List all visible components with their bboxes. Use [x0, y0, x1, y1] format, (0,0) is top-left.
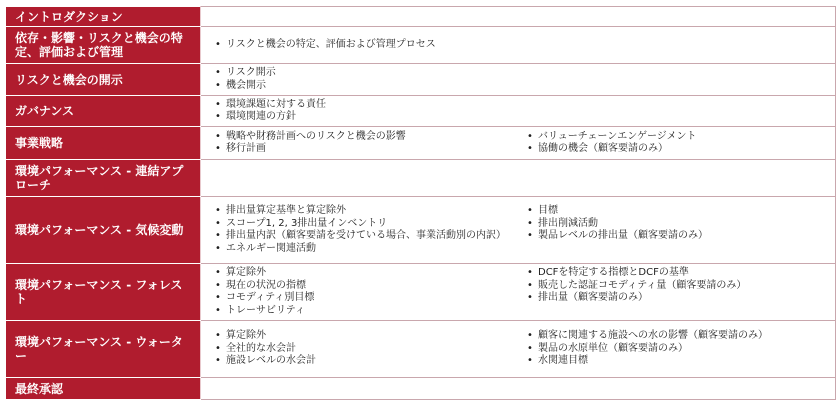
left-column [213, 67, 517, 92]
list-item: • 水関連目標 [538, 355, 829, 368]
list-item: • 施設レベルの水会計 [226, 355, 517, 368]
list-item: • 顧客に関連する施設への水の影響（顧客要請のみ） [538, 330, 829, 343]
left-column [213, 99, 517, 124]
right-column [517, 131, 829, 156]
list-item: • リスク開示 [226, 67, 517, 80]
list-item: • 排出量算定基準と算定除外 [226, 205, 517, 218]
row-heading: 環境パフォーマンス - 連結アプローチ [7, 160, 201, 197]
list-item: • エネルギー関連活動 [226, 243, 517, 256]
left-column [213, 131, 517, 156]
list-item: • 移行計画 [226, 143, 517, 156]
row-content [201, 160, 836, 197]
list-item: • 算定除外 [226, 330, 517, 343]
left-column [213, 267, 517, 317]
left-column [213, 330, 517, 368]
content-columns [213, 131, 829, 156]
list-item: • 戦略や財務計画へのリスクと機会の影響 [226, 131, 517, 144]
list-item: • 現在の状況の指標 [226, 280, 517, 293]
content-columns [213, 205, 829, 255]
row-content [201, 64, 836, 96]
list-item: • リスクと機会の特定、評価および管理プロセス [226, 39, 517, 52]
row-heading: 環境パフォーマンス - 気候変動 [7, 197, 201, 264]
list-item: • 機会開示 [226, 80, 517, 93]
content-columns [213, 39, 829, 52]
row-heading: イントロダクション [7, 7, 201, 27]
cdp-module-table [6, 6, 836, 400]
bullet-list [525, 131, 829, 156]
table-row [7, 378, 836, 400]
row-heading: 事業戦略 [7, 127, 201, 160]
row-heading: ガバナンス [7, 96, 201, 127]
bullet-list [213, 131, 517, 156]
list-item: • バリューチェーンエンゲージメント [538, 131, 829, 144]
list-item: • 製品レベルの排出量（顧客要請のみ） [538, 230, 829, 243]
right-column [517, 67, 829, 92]
table-row [7, 197, 836, 264]
content-columns [213, 267, 829, 317]
bullet-list [213, 99, 517, 124]
right-column [517, 205, 829, 255]
list-item: • コモディティ別目標 [226, 292, 517, 305]
left-column [213, 205, 517, 255]
bullet-list [525, 205, 829, 243]
list-item: • 環境課題に対する責任 [226, 99, 517, 112]
bullet-list [213, 67, 517, 92]
table-row [7, 7, 836, 27]
row-content [201, 96, 836, 127]
content-columns [213, 330, 829, 368]
content-columns [213, 67, 829, 92]
bullet-list [213, 39, 517, 52]
row-heading: リスクと機会の開示 [7, 64, 201, 96]
table-row [7, 96, 836, 127]
content-columns [213, 99, 829, 124]
row-content [201, 321, 836, 378]
right-column [517, 267, 829, 317]
table-row [7, 321, 836, 378]
right-column [517, 99, 829, 124]
row-heading: 環境パフォーマンス - フォレスト [7, 264, 201, 321]
list-item: • 算定除外 [226, 267, 517, 280]
table-row [7, 64, 836, 96]
right-column [517, 330, 829, 368]
list-item: • 製品の水原単位（顧客要請のみ） [538, 343, 829, 356]
list-item: • 排出量（顧客要請のみ） [538, 292, 829, 305]
list-item: • DCFを特定する指標とDCFの基準 [538, 267, 829, 280]
list-item: • 排出削減活動 [538, 218, 829, 231]
bullet-list [213, 267, 517, 317]
list-item: • 協働の機会（顧客要請のみ） [538, 143, 829, 156]
list-item: • トレーサビリティ [226, 305, 517, 318]
table-row [7, 160, 836, 197]
row-content [201, 7, 836, 27]
row-heading: 環境パフォーマンス - ウォーター [7, 321, 201, 378]
bullet-list [213, 205, 517, 255]
row-content [201, 27, 836, 64]
row-content [201, 127, 836, 160]
bullet-list [213, 330, 517, 368]
table-row [7, 27, 836, 64]
list-item: • 排出量内訳（顧客要請を受けている場合、事業活動別の内訳） [226, 230, 517, 243]
left-column [213, 39, 517, 52]
list-item: • 環境関連の方針 [226, 111, 517, 124]
list-item: • 全社的な水会計 [226, 343, 517, 356]
bullet-list [525, 267, 829, 305]
row-heading: 最終承認 [7, 378, 201, 400]
table-row [7, 127, 836, 160]
list-item: • スコープ1, 2, 3排出量インベントリ [226, 218, 517, 231]
row-content [201, 378, 836, 400]
row-content [201, 264, 836, 321]
row-content [201, 197, 836, 264]
row-heading: 依存・影響・リスクと機会の特定、評価および管理 [7, 27, 201, 64]
table-row [7, 264, 836, 321]
right-column [517, 39, 829, 52]
list-item: • 販売した認証コモディティ量（顧客要請のみ） [538, 280, 829, 293]
list-item: • 目標 [538, 205, 829, 218]
bullet-list [525, 330, 829, 368]
